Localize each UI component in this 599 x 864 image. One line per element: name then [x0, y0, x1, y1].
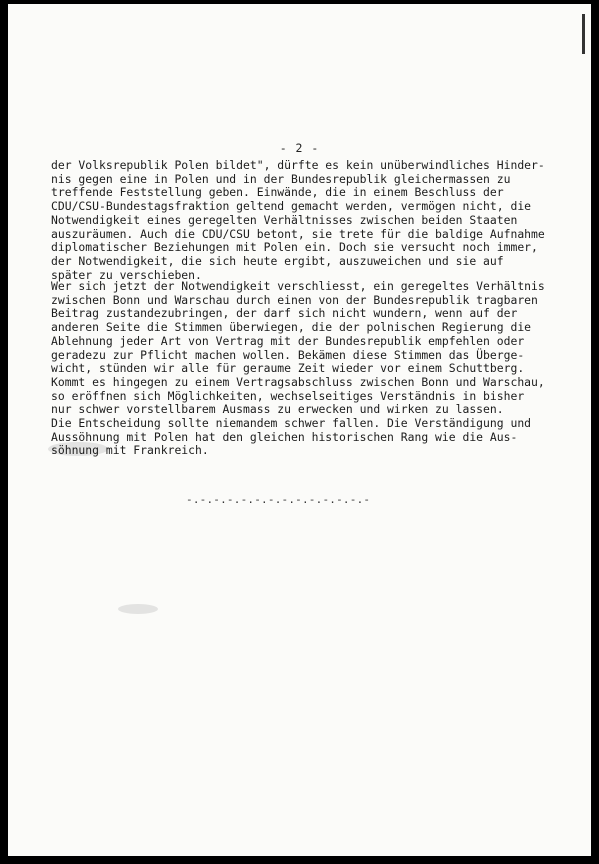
text-line: so eröffnen sich Möglichkeiten, wechselseitiges Verständnis in bisher [51, 388, 525, 403]
section-separator: -.-.-.-.-.-.-.-.-.-.-.-.-.- [186, 493, 371, 506]
text-line: Wer sich jetzt der Notwendigkeit verschliesst, ein geregeltes Verhältnis [51, 279, 545, 293]
text-line: söhnung mit Frankreich. [51, 443, 209, 458]
document-page [8, 4, 591, 856]
scan-smudge [118, 604, 158, 614]
paragraph [51, 280, 571, 458]
text-line: später zu verschieben. [51, 267, 202, 282]
page-number: - 2 - [279, 141, 320, 155]
text-line: Notwendigkeit eines geregelten Verhältnisses zwischen beiden Staaten [51, 212, 518, 227]
text-line: der Notwendigkeit, die sich heute ergibt, auszuweichen und sie auf [51, 253, 504, 268]
text-line: Ablehnung jeder Art von Vertrag mit der Bundesrepublik empfehlen oder [51, 333, 525, 348]
text-line: wicht, stünden wir alle für geraume Zeit wieder vor einem Schuttberg. [51, 361, 525, 376]
text-line: Aussöhnung mit Polen hat den gleichen historischen Rang wie die Aus- [51, 429, 518, 444]
text-line: nur schwer vorstellbarem Ausmass zu erwecken und wirken zu lassen. [51, 402, 504, 417]
text-line: Kommt es hingegen zu einem Vertragsabschluss zwischen Bonn und Warschau, [51, 374, 545, 389]
text-line: geradezu zur Pflicht machen wollen. Bekämen diese Stimmen das Überge- [51, 347, 525, 362]
text-line: nis gegen eine in Polen und in der Bundesrepublik gleichermassen zu [51, 171, 511, 186]
text-line: der Volksrepublik Polen bildet", dürfte es kein unüberwindliches Hinder- [51, 158, 545, 172]
paragraph [51, 159, 571, 282]
text-line: diplomatischer Beziehungen mit Polen ein. Doch sie versucht noch immer, [51, 240, 538, 255]
scan-edge-mark [582, 14, 585, 54]
text-line: zwischen Bonn und Warschau durch einen von der Bundesrepublik tragbaren [51, 292, 538, 307]
text-line: anderen Seite die Stimmen überwiegen, die der polnischen Regierung die [51, 320, 532, 335]
text-line: CDU/CSU-Bundestagsfraktion geltend gemacht werden, vermögen nicht, die [51, 199, 532, 214]
text-line: treffende Feststellung geben. Einwände, die in einem Beschluss der [51, 185, 504, 200]
text-line: Die Entscheidung sollte niemandem schwer fallen. Die Verständigung und [51, 416, 532, 431]
text-line: auszuräumen. Auch die CDU/CSU betont, sie trete für die baldige Aufnahme [51, 226, 545, 241]
text-line: Beitrag zustandezubringen, der darf sich nicht wundern, wenn auf der [51, 306, 518, 321]
